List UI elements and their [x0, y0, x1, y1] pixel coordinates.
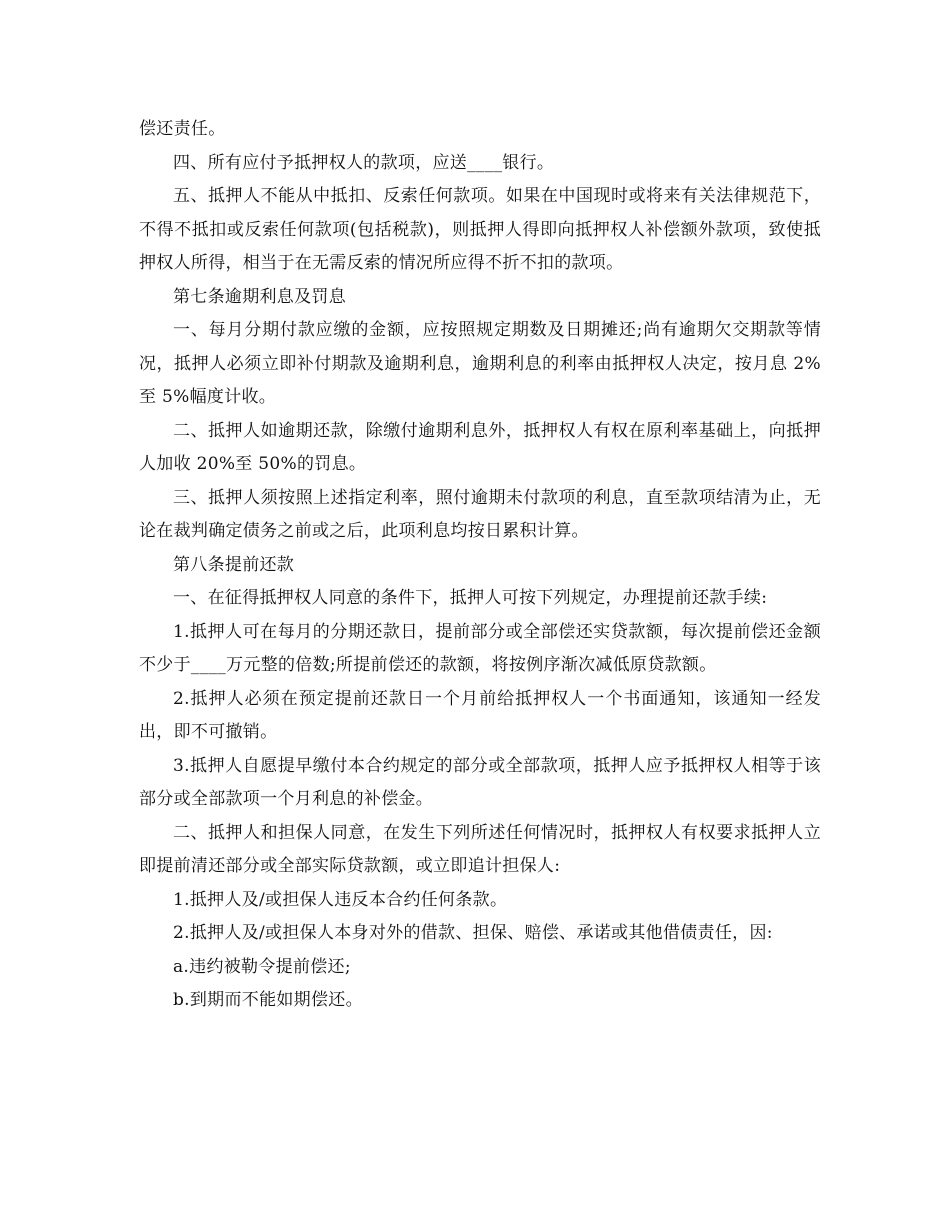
paragraph-article-7-item-2: 二、抵押人如逾期还款，除缴付逾期利息外，抵押权人有权在原利率基础上，向抵押人加收 20%至 50%的罚息。: [139, 420, 821, 474]
paragraph-article-8-sub-2: 2.抵押人必须在预定提前还款日一个月前给抵押权人一个书面通知，该通知一经发出，即不可撤销。: [139, 688, 821, 742]
paragraph-clause-4: 四、所有应付予抵押权人的款项，应送____银行。: [173, 152, 555, 173]
paragraph-article-7-item-3: 三、抵押人须按照上述指定利率，照付逾期未付款项的利息，直至款项结清为止，无论在裁判确定债务之前或之后，此项利息均按日累积计算。: [139, 487, 821, 541]
paragraph-article-8-sub-3: 3.抵押人自愿提早缴付本合约规定的部分或全部款项，抵押人应予抵押权人相等于该部分或全部款项一个月利息的补偿金。: [139, 755, 821, 809]
paragraph-article-8-item-2-sub-1: 1.抵押人及/或担保人违反本合约任何条款。: [173, 889, 508, 910]
paragraph-article-8-item-2-sub-2-b: b.到期而不能如期偿还。: [173, 990, 363, 1010]
document-body: [139, 113, 821, 1018]
paragraph-continuation: 偿还责任。: [139, 119, 226, 139]
paragraph-article-8-item-2-sub-2-a: a.违约被勒令提前偿还;: [173, 956, 351, 977]
paragraph-article-8-sub-1: 1.抵押人可在每月的分期还款日，提前部分或全部偿还实贷款额，每次提前偿还金额不少于____万元整的倍数;所提前偿还的款额，将按例序渐次减低原贷款额。: [139, 621, 821, 675]
section-heading-article-8: 第八条提前还款: [173, 554, 295, 575]
section-heading-article-7: 第七条逾期利息及罚息: [173, 286, 346, 307]
paragraph-article-8-item-1: 一、在征得抵押权人同意的条件下，抵押人可按下列规定，办理提前还款手续:: [173, 588, 768, 608]
paragraph-clause-5: 五、抵押人不能从中抵扣、反索任何款项。如果在中国现时或将来有关法律规范下，不得不抵扣或反索任何款项(包括税款)，则抵押人得即向抵押权人补偿额外款项，致使抵押权人所得，相当于在无需反索的情况所应得不折不扣的款项。: [139, 186, 821, 273]
paragraph-article-8-item-2-sub-2: 2.抵押人及/或担保人本身对外的借款、担保、赔偿、承诺或其他借债责任，因:: [173, 923, 773, 943]
paragraph-article-7-item-1: 一、每月分期付款应缴的金额，应按照规定期数及日期摊还;尚有逾期欠交期款等情况，抵押人必须立即补付期款及逾期利息，逾期利息的利率由抵押权人决定，按月息 2%至 5%幅度计收。: [139, 320, 821, 407]
paragraph-article-8-item-2: 二、抵押人和担保人同意，在发生下列所述任何情况时，抵押权人有权要求抵押人立即提前清还部分或全部实际贷款额，或立即追计担保人:: [139, 822, 821, 876]
